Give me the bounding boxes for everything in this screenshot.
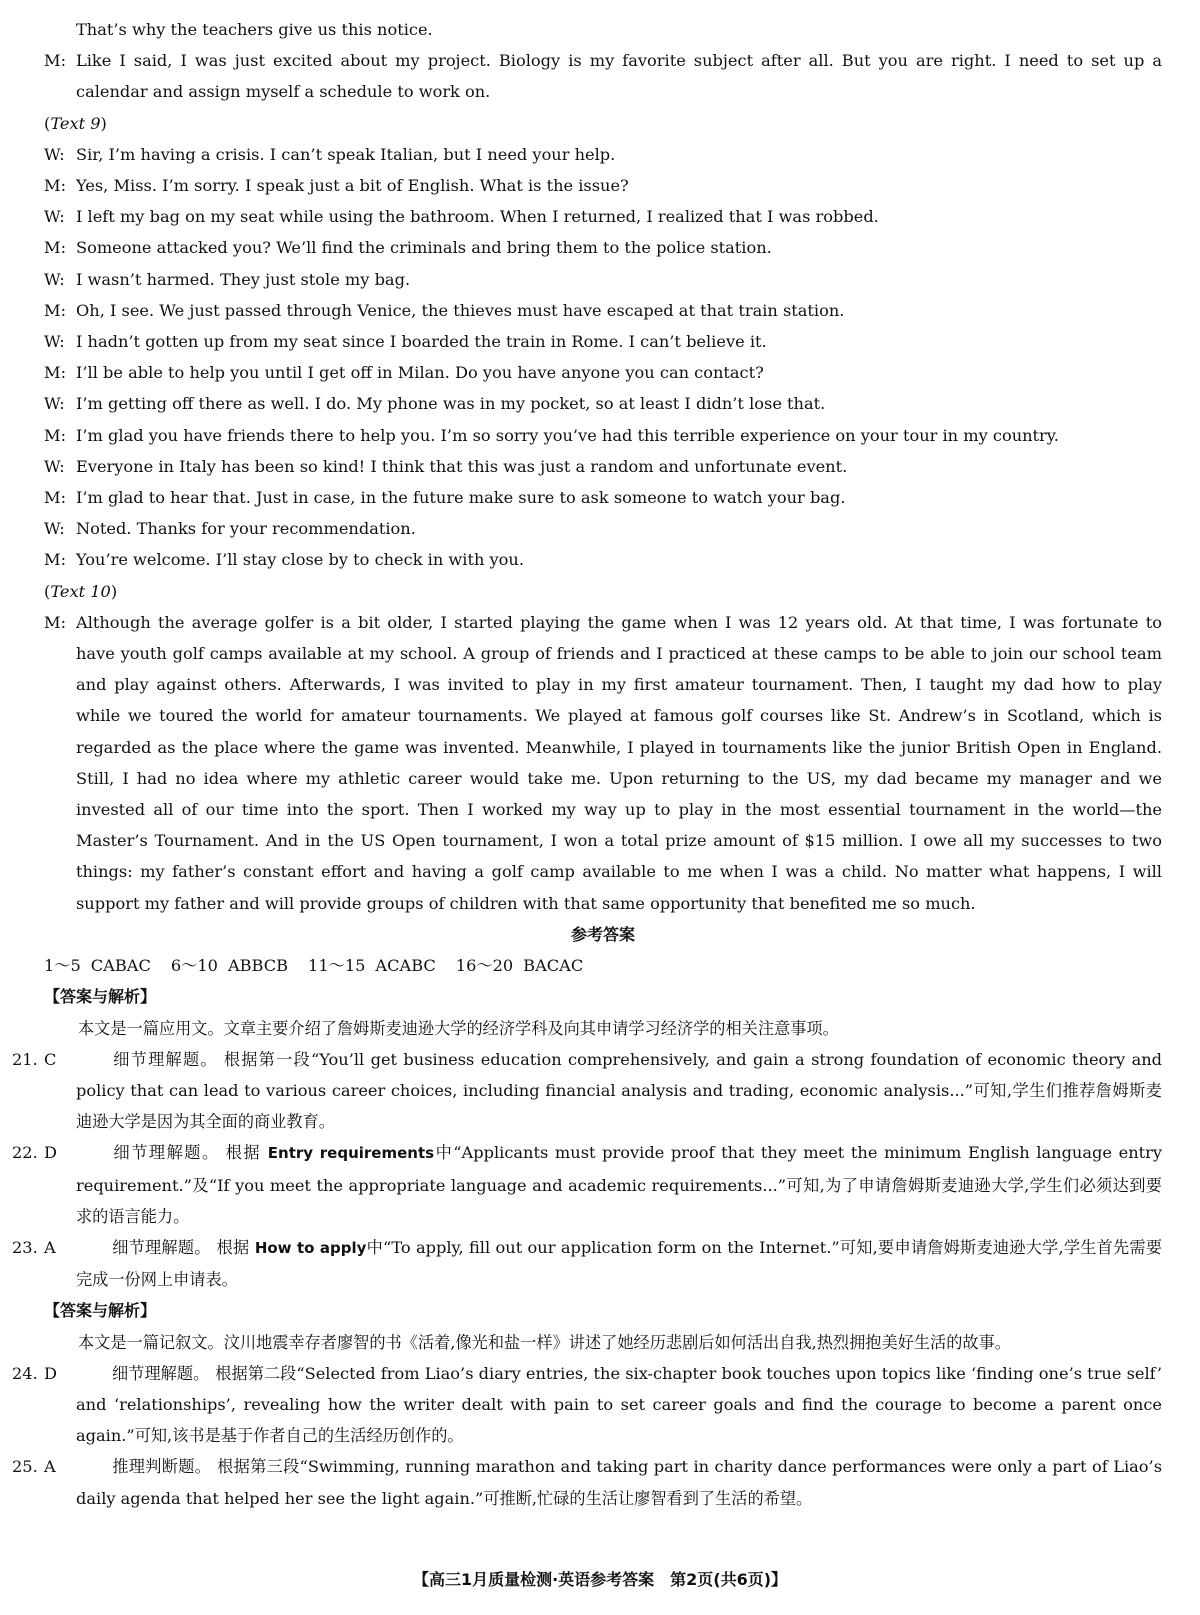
question-answer: D <box>44 1363 57 1383</box>
question-explanation: 中“Applicants must provide proof that they meet the minimum English language entry requirement.”及“If you meet the appropriate language and academic requirements...”可知,为了申请詹姆斯麦迪逊大学,学生们必须达到要求的语言能力。 <box>76 1143 1163 1226</box>
dialogue-text: I’m glad to hear that. Just in case, in the future make sure to ask someone to watch your bag. <box>76 488 846 508</box>
answer-letters: ACABC <box>375 956 436 976</box>
speaker-label: M: <box>44 550 67 570</box>
question-number: 25. <box>12 1457 38 1477</box>
speaker-label: W: <box>44 332 65 352</box>
analysis-intro: 本文是一篇应用文。文章主要介绍了詹姆斯麦迪逊大学的经济学科及向其申请学习经济学的相关注意事项。 <box>78 1018 839 1038</box>
question-answer: A <box>44 1457 56 1477</box>
dialogue-text: I’m getting off there as well. I do. My phone was in my pocket, so at least I didn’t lose that. <box>76 394 826 414</box>
analysis-intro: 本文是一篇记叙文。汶川地震幸存者廖智的书《活着,像光和盐一样》讲述了她经历悲剧后如何活出自我,热烈拥抱美好生活的故事。 <box>78 1332 1011 1352</box>
speaker-label: W: <box>44 207 65 227</box>
analysis-heading: 【答案与解析】 <box>44 1301 157 1321</box>
speaker-label: M: <box>44 238 67 258</box>
dialogue-text: Everyone in Italy has been so kind! I think that this was just a random and unfortunate event. <box>76 456 848 476</box>
dialogue-line <box>44 420 1162 451</box>
analysis-heading: 【答案与解析】 <box>44 987 157 1007</box>
monologue-line: support my father and will provide groups of children with that same opportunity that benefited me so much. <box>76 893 976 913</box>
monologue-line: regarded as the place where the game was invented. Meanwhile, I played in tournaments like the junior British Open in England. <box>76 737 1162 757</box>
section-reference: How to apply <box>254 1238 367 1257</box>
dialogue-line <box>44 264 1162 295</box>
question-22-analysis <box>12 1137 1163 1232</box>
answer-group <box>456 950 583 981</box>
dialogue-line <box>44 170 1162 201</box>
question-explanation: 根据第二段“Selected from Liao’s diary entries, the six-chapter book touches upon topics like ‘finding one’s true self’ and ‘relationships’, revealing how the writer dealt with pain to set career goals and find the courage to become a parent once again.”可知,该书是基于作者自己的生活经历创作的。 <box>76 1363 1162 1446</box>
explanation-prefix: 根据 <box>225 1143 262 1163</box>
dialogue-text: I hadn’t gotten up from my seat since I boarded the train in Rome. I can’t believe it. <box>76 332 767 352</box>
dialogue-line <box>44 513 1162 544</box>
dialogue-line <box>44 544 1162 575</box>
question-answer: D <box>44 1143 57 1163</box>
answer-group <box>308 950 436 981</box>
dialogue-text: I’ll be able to help you until I get off in Milan. Do you have anyone you can contact? <box>76 363 764 383</box>
question-explanation: 根据第三段“Swimming, running marathon and taking part in charity dance performances were only a part of Liao’s daily agenda that helped her see the light again.”可推断,忙碌的生活让廖智看到了生活的希望。 <box>76 1457 1162 1508</box>
answer-key-title: 参考答案 <box>570 924 635 944</box>
transcript-line: That’s why the teachers give us this notice. <box>76 20 433 39</box>
dialogue-text: Yes, Miss. I’m sorry. I speak just a bit of English. What is the issue? <box>76 176 629 196</box>
question-number: 23. <box>12 1237 38 1257</box>
dialogue-text: Sir, I’m having a crisis. I can’t speak Italian, but I need your help. <box>76 144 616 164</box>
question-type: 推理判断题。 <box>112 1457 212 1477</box>
monologue-line: Still, I had no idea where my athletic career would take me. Upon returning to the US, my dad became my manager and we <box>76 768 1162 788</box>
answer-letters: BACAC <box>523 956 584 976</box>
section-reference: Entry requirements <box>267 1144 435 1163</box>
question-25-analysis <box>12 1451 1162 1513</box>
answer-key-row <box>44 950 1162 981</box>
speaker-label: W: <box>44 456 65 476</box>
question-type: 细节理解题。 <box>112 1049 218 1069</box>
dialogue-line <box>44 45 1162 107</box>
dialogue-text: Someone attacked you? We’ll find the criminals and bring them to the police station. <box>76 238 772 258</box>
dialogue-line <box>44 139 1162 170</box>
speaker-label: W: <box>44 269 65 289</box>
speaker-label: M: <box>44 612 67 632</box>
dialogue-line <box>44 232 1162 263</box>
question-type: 细节理解题。 <box>112 1237 211 1257</box>
speaker-label: W: <box>44 144 65 164</box>
dialogue-line <box>44 388 1162 419</box>
question-23-analysis <box>12 1232 1163 1295</box>
question-number: 21. <box>12 1049 38 1069</box>
dialogue-text: I left my bag on my seat while using the bathroom. When I returned, I realized that I was robbed. <box>76 207 879 227</box>
answer-group <box>44 950 151 981</box>
page-footer: 【高三1月质量检测·英语参考答案 第2页(共6页)】 <box>412 1569 788 1589</box>
answer-letters: CABAC <box>90 956 151 976</box>
answer-range: 16～20 <box>455 956 514 976</box>
speaker-label: W: <box>44 394 65 414</box>
dialogue-text: Like I said, I was just excited about my project. Biology is my favorite subject after all. But you are right. I need to set up a calendar and assign myself a schedule to work on. <box>76 51 1162 102</box>
speaker-label: M: <box>44 488 67 508</box>
answer-group <box>171 950 288 981</box>
monologue-line: invested all of our time into the sport. Then I worked my way up to play in the most essential tournament in the world—the <box>76 800 1162 820</box>
speaker-label: M: <box>44 51 67 71</box>
dialogue-line <box>44 357 1162 388</box>
question-24-analysis <box>12 1358 1162 1452</box>
dialogue-text: I wasn’t harmed. They just stole my bag. <box>76 269 411 289</box>
monologue <box>44 607 1162 919</box>
speaker-label: M: <box>44 300 67 320</box>
monologue-text <box>76 607 1162 919</box>
dialogue-text: Noted. Thanks for your recommendation. <box>76 519 416 539</box>
question-type: 细节理解题。 <box>112 1143 220 1163</box>
answer-range: 1～5 <box>44 956 81 976</box>
speaker-label: M: <box>44 425 67 445</box>
speaker-label: M: <box>44 363 67 383</box>
text-9-dialogue <box>44 139 1162 576</box>
answer-range: 11～15 <box>308 956 366 976</box>
dialogue-text: Oh, I see. We just passed through Venice, the thieves must have escaped at that train station. <box>76 300 845 320</box>
monologue-line: Although the average golfer is a bit older, I started playing the game when I was 12 years old. At that time, I was fortunate to <box>76 612 1162 632</box>
monologue-line: while we toured the world for amateur tournaments. We played at famous golf courses like St. Andrew’s in Scotland, which is <box>76 706 1162 726</box>
dialogue-line <box>44 451 1162 482</box>
speaker-label: M: <box>44 176 67 196</box>
question-answer: C <box>44 1049 57 1069</box>
dialogue-line <box>44 295 1162 326</box>
text-9-label: (Text 9) <box>44 113 107 133</box>
text-10-label: (Text 10) <box>44 581 118 601</box>
question-type: 细节理解题。 <box>112 1363 210 1383</box>
question-number: 22. <box>12 1143 38 1163</box>
dialogue-line <box>44 482 1162 513</box>
explanation-prefix: 根据 <box>216 1237 250 1257</box>
question-21-analysis <box>12 1044 1163 1138</box>
question-answer: A <box>44 1237 56 1257</box>
monologue-line: and play against others. Afterwards, I was invited to play in my first amateur tournament. Then, I taught my dad how to play <box>76 675 1162 695</box>
speaker-label: W: <box>44 519 65 539</box>
monologue-line: Master’s Tournament. And in the US Open tournament, I won a total prize amount of $15 million. I owe all my successes to two <box>76 831 1162 851</box>
answer-letters: ABBCB <box>227 956 289 976</box>
question-number: 24. <box>12 1363 38 1383</box>
monologue-line: things: my father’s constant effort and having a golf camp available to me when I was a child. No matter what happens, I will <box>76 862 1162 882</box>
monologue-line: have youth golf camps available at my school. A group of friends and I practiced at these camps to be able to join our school team <box>76 644 1162 664</box>
dialogue-text: You’re welcome. I’ll stay close by to check in with you. <box>76 550 524 570</box>
dialogue-line <box>44 326 1162 357</box>
answer-range: 6～10 <box>170 956 218 976</box>
question-explanation: 中“To apply, fill out our application form on the Internet.”可知,要申请詹姆斯麦迪逊大学,学生首先需要完成一份网上申请表。 <box>76 1237 1163 1290</box>
question-explanation: 根据第一段“You’ll get business education comprehensively, and gain a strong foundation of economic theory and policy that can lead to various career choices, including financial analysis and trading, economic analysis...”可知,学生们推荐詹姆斯麦迪逊大学是因为其全面的商业教育。 <box>76 1049 1163 1132</box>
dialogue-text: I’m glad you have friends there to help you. I’m so sorry you’ve had this terrible experience on your tour in my country. <box>76 425 1059 445</box>
dialogue-line <box>44 201 1162 232</box>
